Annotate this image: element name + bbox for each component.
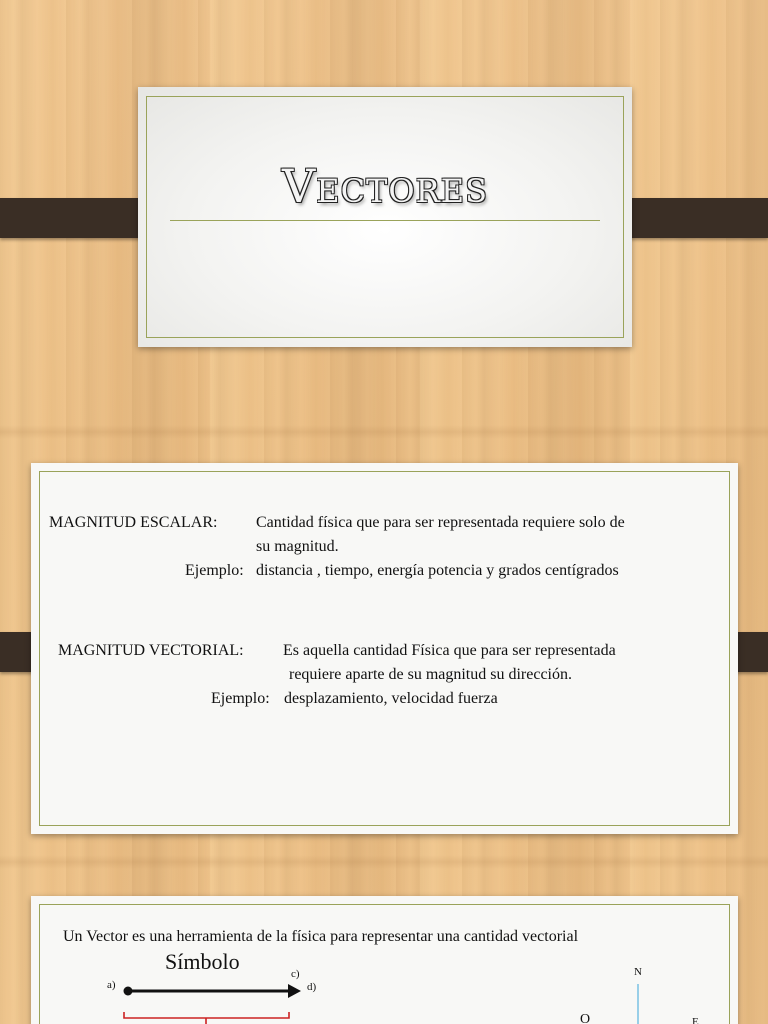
vector-arrow-head (288, 984, 301, 998)
escalar-definition-line1: Cantidad física que para ser representada requiere solo de (256, 514, 625, 531)
magnitude-brace (124, 1012, 289, 1024)
vector-intro: Un Vector es una herramienta de la física para representar una cantidad vectorial (63, 928, 579, 945)
title-underline (170, 220, 600, 221)
vectorial-example-label: Ejemplo: (211, 690, 270, 707)
vectorial-term: MAGNITUD VECTORIAL: (58, 642, 244, 659)
slide-frame (146, 96, 624, 338)
compass-east-label: E (692, 1016, 699, 1024)
escalar-definition-line2: su magnitud. (256, 538, 339, 555)
slide-title: Vectores (281, 159, 489, 213)
escalar-example-label: Ejemplo: (185, 562, 244, 579)
wood-seam (0, 425, 768, 439)
compass-west-label: O (580, 1012, 591, 1024)
vectorial-definition-line1: Es aquella cantidad Física que para ser representada (283, 642, 616, 659)
symbol-label: Símbolo (165, 949, 240, 974)
escalar-term: MAGNITUD ESCALAR: (49, 514, 218, 531)
vectorial-definition-line2: requiere aparte de su magnitud su dirección. (289, 666, 572, 683)
wood-seam (0, 855, 768, 869)
label-a: a) (107, 979, 116, 991)
strap-right (614, 198, 768, 238)
strap-left (0, 198, 156, 238)
title-slide[interactable] (138, 87, 632, 347)
definitions-slide[interactable] (31, 463, 738, 834)
vector-arrow-diagram (31, 896, 738, 1024)
compass-north-label: N (634, 966, 642, 978)
escalar-example: distancia , tiempo, energía potencia y grados centígrados (256, 562, 619, 579)
label-c: c) (291, 968, 300, 980)
label-d: d) (307, 981, 317, 993)
vector-symbol-slide[interactable] (31, 896, 738, 1024)
vectorial-example: desplazamiento, velocidad fuerza (284, 690, 498, 707)
